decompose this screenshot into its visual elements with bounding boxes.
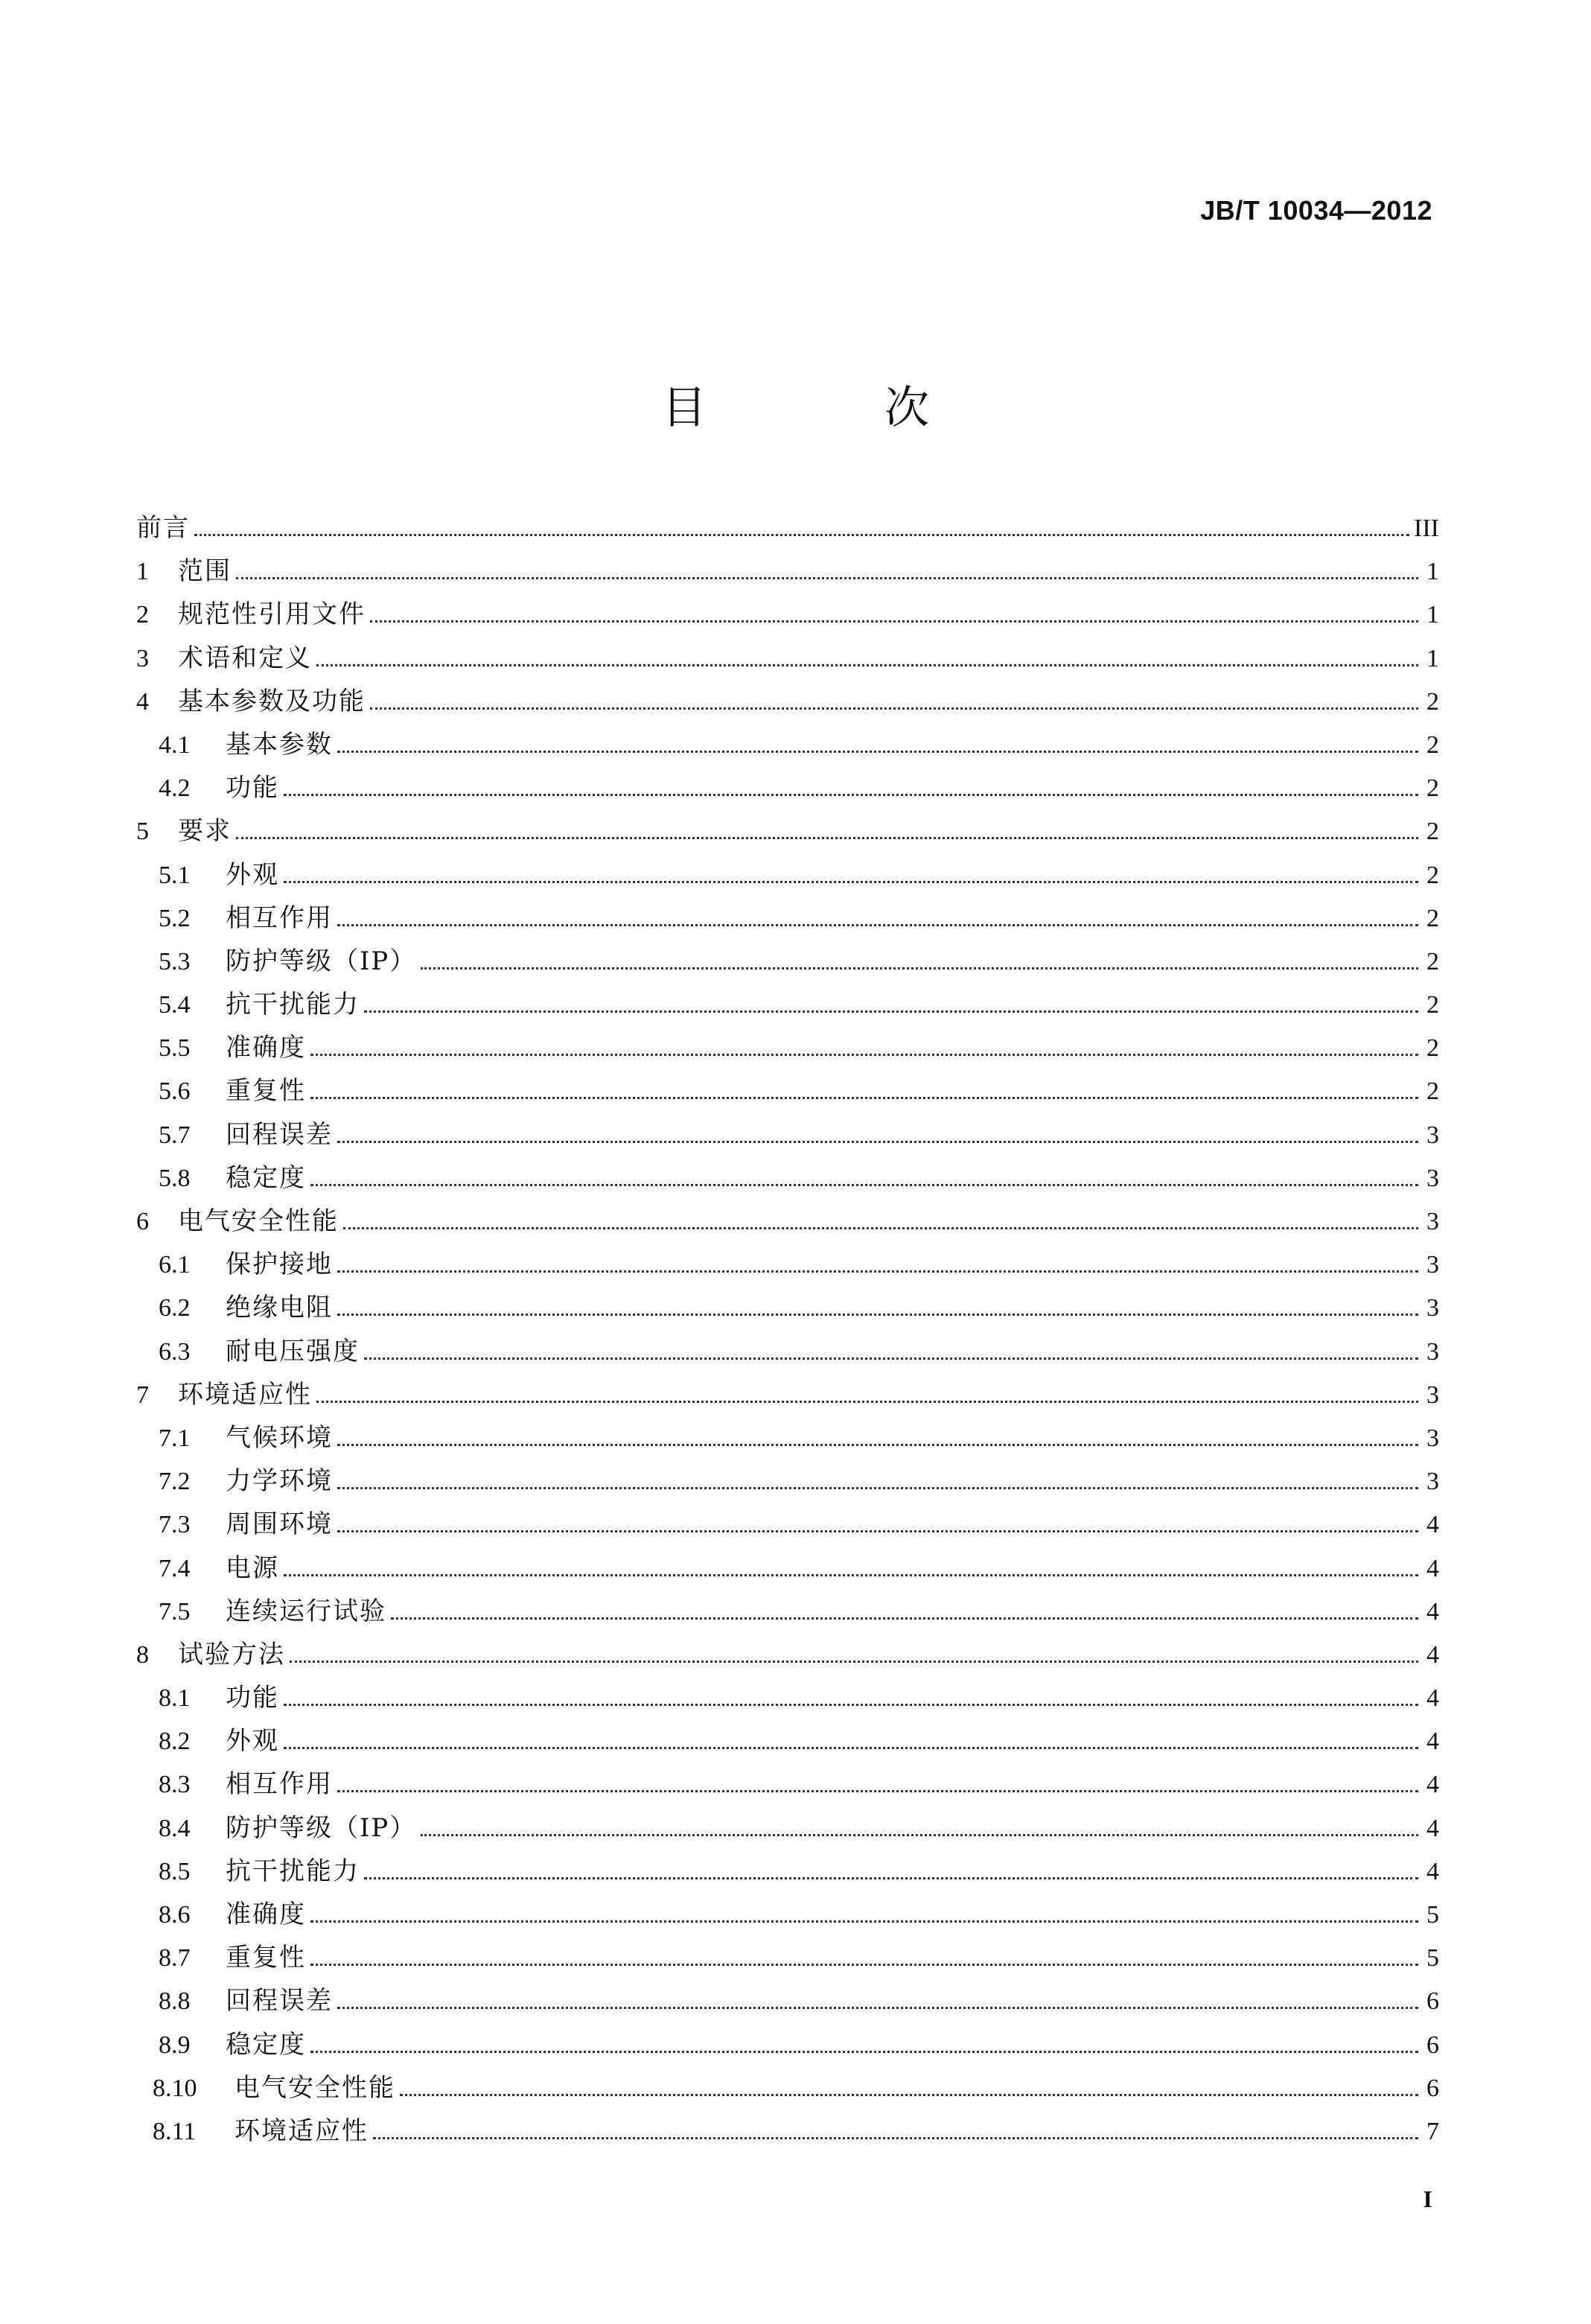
- toc-dot-leader: [337, 924, 1418, 926]
- toc-entry-number: 5: [136, 818, 149, 846]
- toc-entry-page: 3: [1426, 1164, 1439, 1192]
- toc-entry-title: 基本参数: [226, 729, 333, 760]
- toc-entry-number: 8.8: [159, 1987, 191, 2016]
- toc-entry: [136, 1806, 1439, 1850]
- toc-dot-leader: [337, 1141, 1418, 1143]
- toc-dot-leader: [364, 1877, 1418, 1879]
- toc-entry-title: 基本参数及功能: [178, 686, 366, 716]
- toc-entry: [136, 1936, 1439, 1979]
- toc-entry-title: 相互作用: [226, 902, 333, 933]
- toc-entry-title: 防护等级（IP）: [226, 946, 417, 976]
- toc-entry-page: 6: [1426, 1987, 1439, 2016]
- toc-dot-leader: [284, 1747, 1418, 1749]
- toc-entry-number: 5.1: [159, 861, 191, 889]
- toc-entry-page: 4: [1426, 1684, 1439, 1713]
- toc-entry-title: 回程误差: [226, 1986, 333, 2016]
- toc-dot-leader: [400, 2094, 1418, 2096]
- toc-entry-page: 1: [1426, 601, 1439, 629]
- toc-entry-number: 6.3: [159, 1337, 191, 1366]
- toc-dot-leader: [391, 1617, 1418, 1620]
- toc-entry-page: 2: [1426, 774, 1439, 803]
- toc-entry-page: 6: [1426, 2074, 1439, 2102]
- table-of-contents: [136, 506, 1439, 2153]
- toc-dot-leader: [310, 2051, 1418, 2053]
- toc-entry-page: 2: [1426, 904, 1439, 932]
- toc-entry-page: 2: [1426, 730, 1439, 759]
- toc-title: 目 次: [661, 382, 1012, 434]
- toc-entry: [136, 1286, 1439, 1329]
- toc-entry-number: 7.4: [159, 1554, 191, 1582]
- toc-entry-title: 回程误差: [226, 1119, 333, 1150]
- toc-dot-leader: [284, 794, 1418, 796]
- toc-entry-page: 4: [1426, 1511, 1439, 1539]
- toc-entry: [136, 550, 1439, 593]
- toc-dot-leader: [284, 1574, 1418, 1576]
- toc-entry-page: 3: [1426, 1424, 1439, 1452]
- toc-entry-number: 7.1: [159, 1424, 191, 1452]
- toc-entry-page: 4: [1426, 1728, 1439, 1756]
- toc-entry-number: 1: [136, 558, 149, 586]
- toc-entry-title: 要求: [178, 816, 232, 847]
- toc-entry-title: 稳定度: [226, 2029, 306, 2060]
- toc-entry-number: 8.1: [159, 1684, 191, 1713]
- toc-dot-leader: [236, 837, 1418, 839]
- toc-entry-page: 1: [1426, 558, 1439, 586]
- toc-entry-number: 6: [136, 1208, 149, 1235]
- toc-entry-number: 8.7: [159, 1944, 191, 1973]
- toc-entry-page: 3: [1426, 1121, 1439, 1149]
- toc-dot-leader: [316, 664, 1418, 666]
- toc-entry-page: 2: [1426, 947, 1439, 975]
- toc-entry-number: 7.5: [159, 1597, 191, 1626]
- toc-entry: [136, 853, 1439, 897]
- toc-entry-page: 5: [1426, 1901, 1439, 1929]
- toc-entry-title: 术语和定义: [178, 643, 312, 673]
- toc-dot-leader: [194, 534, 1409, 536]
- toc-entry: [136, 2023, 1439, 2066]
- toc-entry-number: 4: [136, 687, 149, 716]
- toc-dot-leader: [337, 1314, 1418, 1316]
- toc-entry: [136, 1503, 1439, 1546]
- toc-entry-number: 5.8: [159, 1164, 191, 1192]
- toc-entry-title: 耐电压强度: [226, 1336, 360, 1366]
- toc-entry-number: 7.2: [159, 1468, 191, 1496]
- toc-entry-title: 绝缘电阻: [226, 1293, 333, 1323]
- toc-dot-leader: [421, 967, 1418, 970]
- toc-entry-number: 6.1: [159, 1251, 191, 1279]
- toc-dot-leader: [284, 881, 1418, 883]
- toc-entry-number: 2: [136, 601, 149, 629]
- toc-entry-number: 5.2: [159, 904, 191, 932]
- toc-entry-number: 8.3: [159, 1771, 191, 1799]
- toc-dot-leader: [421, 1834, 1418, 1836]
- toc-entry: [136, 1850, 1439, 1893]
- toc-entry: [136, 940, 1439, 983]
- toc-entry: [136, 1547, 1439, 1590]
- toc-entry: [136, 506, 1439, 550]
- toc-entry-title: 试验方法: [178, 1639, 285, 1669]
- toc-dot-leader: [284, 1704, 1418, 1706]
- toc-dot-leader: [290, 1661, 1418, 1663]
- toc-entry: [136, 637, 1439, 680]
- toc-dot-leader: [310, 1920, 1418, 1923]
- toc-entry-title: 外观: [226, 1726, 279, 1757]
- toc-entry-title: 环境适应性: [235, 2116, 369, 2146]
- toc-entry-page: 6: [1426, 2031, 1439, 2059]
- toc-entry: [136, 1373, 1439, 1416]
- toc-entry-number: 4.2: [159, 774, 191, 803]
- toc-dot-leader: [364, 1357, 1418, 1360]
- toc-dot-leader: [316, 1401, 1418, 1403]
- toc-entry: [136, 1459, 1439, 1503]
- toc-entry-number: 8.10: [153, 2074, 197, 2102]
- toc-entry-number: 5.4: [159, 991, 191, 1019]
- toc-entry-title: 稳定度: [226, 1162, 306, 1193]
- toc-entry-page: 2: [1426, 861, 1439, 889]
- toc-entry-title: 准确度: [226, 1033, 306, 1063]
- toc-entry-title: 范围: [178, 556, 232, 587]
- toc-entry-title: 环境适应性: [178, 1379, 312, 1410]
- toc-entry-page: 2: [1426, 991, 1439, 1019]
- toc-entry-number: 7.3: [159, 1511, 191, 1539]
- toc-dot-leader: [343, 1227, 1418, 1229]
- toc-entry: [136, 1763, 1439, 1806]
- toc-entry-number: 5.7: [159, 1121, 191, 1149]
- toc-entry-page: 2: [1426, 1077, 1439, 1106]
- toc-entry-page: 3: [1426, 1294, 1439, 1322]
- toc-entry-page: 3: [1426, 1208, 1439, 1235]
- toc-entry: [136, 1893, 1439, 1936]
- toc-dot-leader: [373, 2137, 1418, 2139]
- toc-dot-leader: [337, 1790, 1418, 1792]
- toc-entry: [136, 983, 1439, 1026]
- toc-entry-page: 2: [1426, 818, 1439, 846]
- toc-entry: [136, 1416, 1439, 1459]
- toc-entry-page: 3: [1426, 1251, 1439, 1279]
- toc-entry-title: 准确度: [226, 1900, 306, 1929]
- toc-entry-title: 周围环境: [226, 1509, 333, 1540]
- toc-entry-page: 2: [1426, 687, 1439, 716]
- toc-entry-number: 8.2: [159, 1728, 191, 1756]
- toc-entry-page: 4: [1426, 1554, 1439, 1582]
- toc-entry: [136, 1069, 1439, 1112]
- toc-entry-number: 7: [136, 1381, 149, 1409]
- toc-entry: [136, 1676, 1439, 1719]
- toc-entry-title: 连续运行试验: [226, 1596, 386, 1626]
- toc-entry-title: 保护接地: [226, 1249, 333, 1280]
- toc-dot-leader: [337, 1487, 1418, 1489]
- toc-entry-number: 6.2: [159, 1294, 191, 1322]
- toc-entry-title: 功能: [226, 1683, 279, 1713]
- toc-dot-leader: [364, 1010, 1418, 1013]
- toc-dot-leader: [236, 577, 1418, 579]
- toc-entry-page: 2: [1426, 1034, 1439, 1063]
- toc-entry-title: 电气安全性能: [235, 2072, 395, 2103]
- toc-entry-title: 电源: [226, 1553, 279, 1583]
- toc-entry-page: 7: [1426, 2117, 1439, 2145]
- page-number: I: [1423, 2185, 1432, 2212]
- toc-entry: [136, 2110, 1439, 2153]
- toc-entry-title: 功能: [226, 773, 279, 803]
- toc-entry-page: 4: [1426, 1814, 1439, 1842]
- toc-dot-leader: [337, 1270, 1418, 1273]
- toc-entry-page: 5: [1426, 1944, 1439, 1973]
- toc-entry-number: 5.3: [159, 947, 191, 975]
- toc-entry-page: 4: [1426, 1771, 1439, 1799]
- toc-entry-page: III: [1414, 515, 1439, 542]
- toc-entry: [136, 723, 1439, 766]
- toc-entry-number: 8.6: [159, 1901, 191, 1929]
- toc-entry-title: 重复性: [226, 1943, 306, 1973]
- toc-entry: [136, 593, 1439, 636]
- toc-entry-number: 8.4: [159, 1814, 191, 1842]
- toc-entry-title: 气候环境: [226, 1422, 333, 1453]
- toc-entry-number: 8.11: [153, 2117, 197, 2145]
- toc-entry: [136, 1979, 1439, 2022]
- toc-entry: [136, 2066, 1439, 2110]
- toc-entry-page: 3: [1426, 1337, 1439, 1366]
- toc-entry-number: 3: [136, 644, 149, 672]
- toc-entry-title: 电气安全性能: [178, 1206, 339, 1236]
- toc-entry-page: 3: [1426, 1468, 1439, 1496]
- toc-entry: [136, 680, 1439, 723]
- toc-dot-leader: [337, 1444, 1418, 1446]
- toc-entry: [136, 1243, 1439, 1286]
- toc-dot-leader: [370, 620, 1418, 623]
- toc-entry: [136, 766, 1439, 809]
- toc-entry: [136, 1026, 1439, 1069]
- toc-dot-leader: [337, 1530, 1418, 1532]
- toc-entry-title: 抗干扰能力: [226, 1856, 360, 1886]
- toc-entry: [136, 809, 1439, 853]
- toc-entry: [136, 1719, 1439, 1763]
- toc-entry-title: 前言: [136, 513, 190, 543]
- toc-entry: [136, 1200, 1439, 1243]
- toc-entry: [136, 1590, 1439, 1633]
- document-code: JB/T 10034—2012: [1200, 195, 1432, 226]
- toc-entry-title: 外观: [226, 859, 279, 890]
- toc-entry-number: 5.5: [159, 1034, 191, 1063]
- toc-dot-leader: [310, 1097, 1418, 1099]
- toc-dot-leader: [337, 2007, 1418, 2009]
- toc-entry: [136, 1330, 1439, 1373]
- toc-entry: [136, 1113, 1439, 1156]
- toc-entry-title: 重复性: [226, 1076, 306, 1107]
- toc-entry-page: 3: [1426, 1381, 1439, 1409]
- toc-entry-title: 相互作用: [226, 1769, 333, 1800]
- toc-entry: [136, 1156, 1439, 1200]
- toc-entry-title: 力学环境: [226, 1466, 333, 1497]
- toc-dot-leader: [310, 1054, 1418, 1056]
- toc-entry-number: 8.5: [159, 1857, 191, 1885]
- toc-entry-title: 抗干扰能力: [226, 990, 360, 1020]
- toc-entry-page: 1: [1426, 644, 1439, 672]
- toc-entry-title: 防护等级（IP）: [226, 1812, 417, 1843]
- toc-entry-number: 4.1: [159, 730, 191, 759]
- toc-dot-leader: [337, 751, 1418, 753]
- toc-entry-page: 4: [1426, 1597, 1439, 1626]
- toc-entry-number: 8.9: [159, 2031, 191, 2059]
- toc-entry-number: 8: [136, 1640, 149, 1669]
- toc-dot-leader: [310, 1964, 1418, 1966]
- toc-entry: [136, 897, 1439, 940]
- toc-dot-leader: [370, 707, 1418, 710]
- toc-entry-page: 4: [1426, 1640, 1439, 1669]
- toc-entry: [136, 1633, 1439, 1676]
- toc-entry-number: 5.6: [159, 1077, 191, 1106]
- toc-entry-title: 规范性引用文件: [178, 599, 366, 630]
- toc-dot-leader: [310, 1184, 1418, 1186]
- toc-entry-page: 4: [1426, 1857, 1439, 1885]
